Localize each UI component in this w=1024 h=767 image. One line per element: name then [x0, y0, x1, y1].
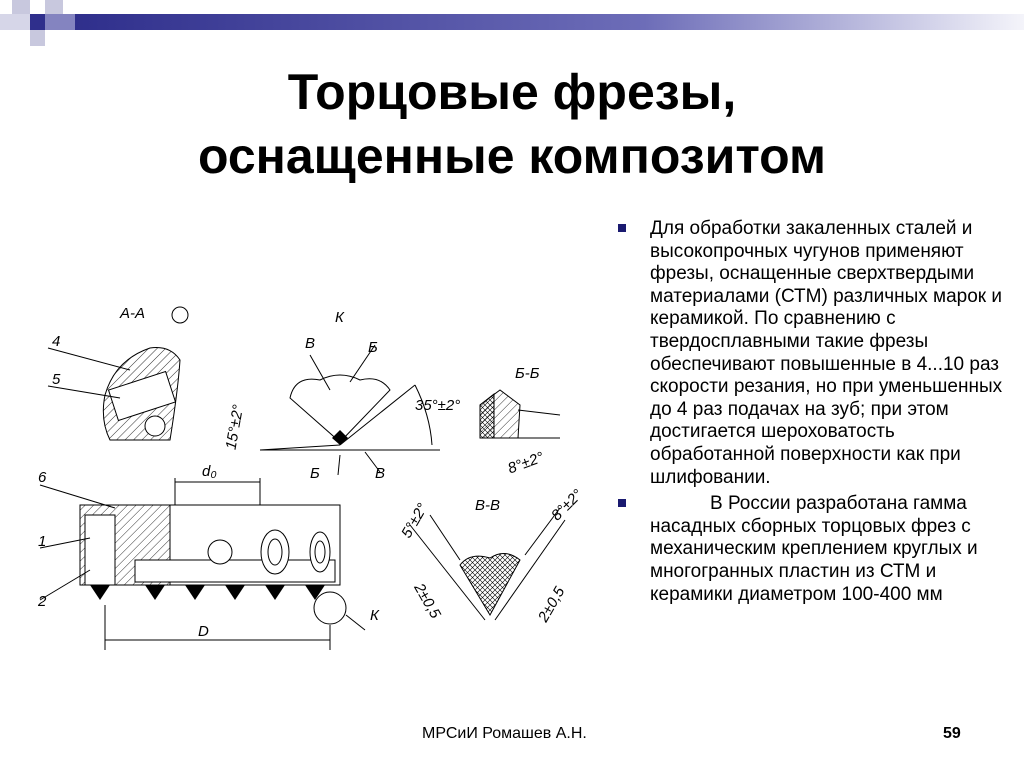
label-b-bottom: Б	[310, 465, 320, 482]
label-b-top: Б	[368, 339, 378, 356]
section-vv-label: В-В	[475, 497, 501, 514]
angle-8-bb-label: 8°±2°	[505, 448, 547, 478]
section-bb-label: Б-Б	[515, 365, 540, 382]
dim-2-left-label: 2±0,5	[410, 580, 444, 622]
bullet-text: В России разработана гамма насадных сборных торцовых фрез с механическим креплением круглых и многогранных пластин из СТМ и керамики диаметром 100-400 мм	[650, 493, 978, 605]
label-v-top: В	[305, 335, 316, 352]
dim-2-right-label: 2±0,5	[534, 584, 569, 625]
angle-8-vv-label: 8°±2°	[548, 486, 587, 525]
callout-4: 4	[52, 333, 61, 350]
angle-35-label: 35°±2°	[415, 397, 461, 414]
callout-1: 1	[38, 533, 47, 550]
mill-body-view	[37, 463, 380, 650]
callout-6: 6	[38, 469, 47, 486]
bullet-item	[610, 218, 1015, 489]
view-k	[223, 309, 461, 482]
label-v-bottom: В	[375, 465, 386, 482]
bullet-text: Для обработки закаленных сталей и высокопрочных чугунов применяют фрезы, оснащенные сверхтвердыми материалами (СТМ) различных марок и керамикой. По сравнению с твердосплавными такие фрезы обеспечивают повышенные в 4...10 раз скорости резания, но при уменьшенных до 4 раз подачах на зуб; при этом достигается шероховатость обработанной поверхности как при шлифовании.	[650, 218, 1003, 488]
angle-15-label: 15°±2°	[222, 403, 248, 451]
square-bullet-icon	[618, 499, 626, 507]
footer-author: МРСиИ Ромашев А.Н.	[422, 725, 587, 742]
section-vv-view	[398, 486, 586, 626]
section-aa-label: А-А	[120, 305, 146, 322]
dim-d0-label: d₀	[202, 463, 217, 480]
square-bullet-icon	[618, 224, 626, 232]
page-number: 59	[943, 725, 961, 742]
title-line-2: оснащенные композитом	[197, 128, 827, 184]
title-line-1: Торцовые фрезы,	[287, 64, 737, 120]
view-k-label: К	[335, 309, 344, 326]
section-aa-view	[48, 305, 188, 440]
bullet-list	[610, 218, 1015, 610]
bullet-item	[610, 493, 1015, 606]
slide-title	[0, 60, 1024, 188]
angle-5-label: 5°±2°	[398, 500, 432, 541]
dim-D-label: D	[198, 623, 209, 640]
face-mill-drawing	[20, 290, 610, 680]
slide-header-decoration	[0, 0, 1024, 50]
callout-2: 2	[38, 593, 47, 610]
label-k: К	[370, 607, 379, 624]
callout-5: 5	[52, 371, 61, 388]
section-bb-view	[480, 365, 560, 477]
